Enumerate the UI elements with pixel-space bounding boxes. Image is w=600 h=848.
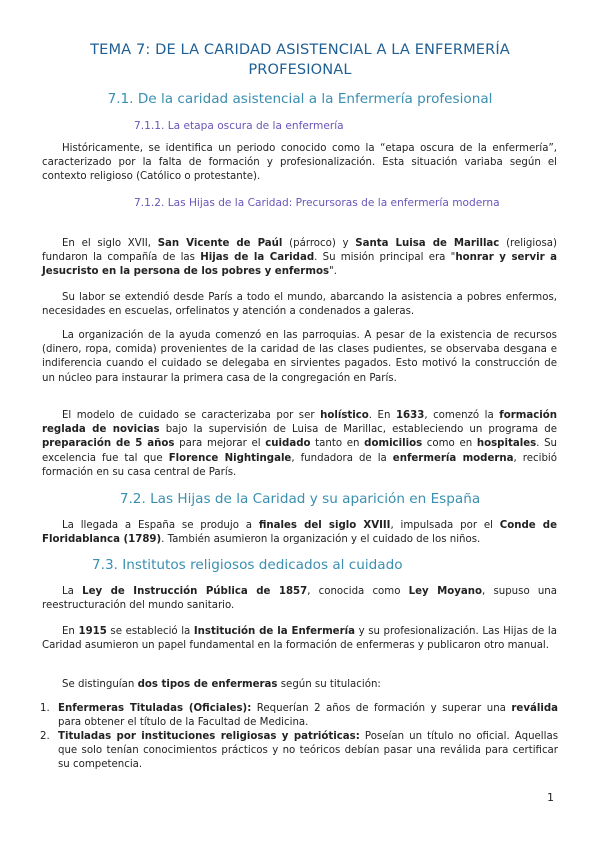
list-item: 2. Tituladas por instituciones religiosas y patrióticas: Poseían un título no oficial. Aquellas que solo tenían conocimientos prácticos y no teóricos debían pasar una reválida para certificar su competencia. [40,731,559,771]
paragraph-fundacion: En el siglo XVII, San Vicente de Paúl (párroco) y Santa Luisa de Marillac (religiosa) fundaron la compañía de las Hijas de la Caridad. Su misión principal era "honrar y servir a Jesucristo en la persona de los pobres y enfermos". [42,238,558,278]
subsection-heading-7-1-1: 7.1.1. La etapa oscura de la enfermería [134,120,344,132]
paragraph-etapa-oscura: Históricamente, se identifica un periodo conocido como la “etapa oscura de la enfermería”, caracterizado por la falta de formación y profesionalización. Esta situación variaba según el contexto religioso (Católico o protestante). [42,143,557,183]
document-title: TEMA 7: DE LA CARIDAD ASISTENCIAL A LA ENFERMERÍA PROFESIONAL [90,41,510,78]
section-heading-7-1: 7.1. De la caridad asistencial a la Enfermería profesional [107,91,493,107]
section-heading-7-2: 7.2. Las Hijas de la Caridad y su aparición en España [119,491,481,507]
paragraph-labor: Su labor se extendió desde París a todo el mundo, abarcando la asistencia a pobres enfermos, necesidades en escuelas, orfelinatos y atención a condenados a galeras. [42,292,557,318]
section-heading-7-3: 7.3. Institutos religiosos dedicados al cuidado [92,557,403,573]
list-number: 2. [40,731,50,742]
paragraph-modelo-cuidado: El modelo de cuidado se caracterizaba por ser holístico. En 1633, comenzó la formación reglada de novicias bajo la supervisión de Luisa de Marillac, estableciendo un programa de preparación de 5 años para mejorar el cuidado tanto en domicilios como en hospitales. Su excelencia fue tal que Florence Nightingale, fundadora de la enfermería moderna, recibió formación en su casa central de París. [42,410,557,478]
paragraph-organizacion: La organización de la ayuda comenzó en las parroquias. A pesar de la existencia de recursos (dinero, ropa, comida) provenientes de la caridad de las clases pudientes, se observaba desgana e indiferencia cuando el cuidado se delegaba en sirvientes pagados. Esto motivó la construcción de un núcleo para instaurar la primera casa de la congregación en París. [42,330,557,384]
paragraph-tipos-enfermeras: Se distinguían dos tipos de enfermeras según su titulación: [62,679,381,690]
subsection-heading-7-1-2: 7.1.2. Las Hijas de la Caridad: Precursoras de la enfermería moderna [134,197,500,209]
list-item: 1. Enfermeras Tituladas (Oficiales): Requerían 2 años de formación y superar una reválida para obtener el título de la Facultad de Medicina. [40,703,558,729]
paragraph-llegada-espana: La llegada a España se produjo a finales del siglo XVIII, impulsada por el Conde de Floridablanca (1789). También asumieron la organización y el cuidado de los niños. [42,520,557,546]
paragraph-ley-moyano: La Ley de Instrucción Pública de 1857, conocida como Ley Moyano, supuso una reestructuración del mundo sanitario. [42,586,557,612]
list-number: 1. [40,703,50,714]
page-number: 1 [547,791,554,804]
paragraph-1915: En 1915 se estableció la Institución de la Enfermería y su profesionalización. Las Hijas de la Caridad asumieron un papel fundamental en la formación de enfermeras y publicaron otro manual. [42,626,557,652]
